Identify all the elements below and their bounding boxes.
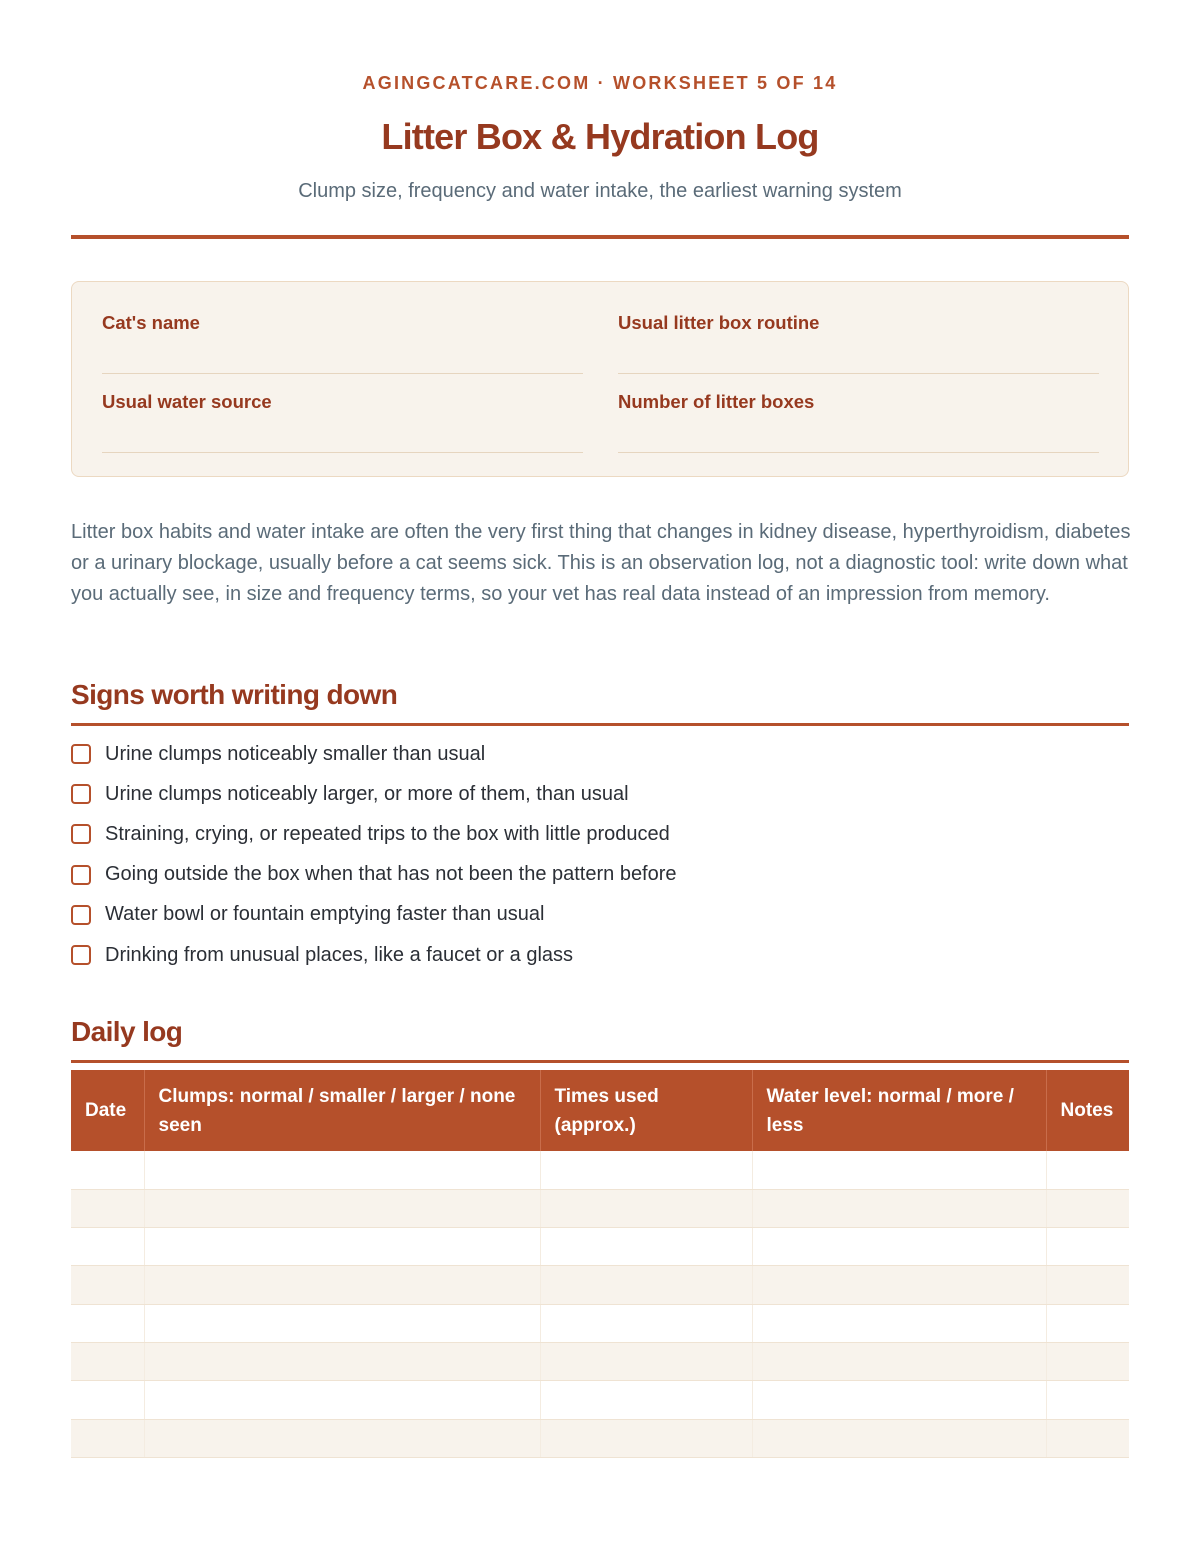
daily-log-section-title: Daily log xyxy=(71,1016,1129,1063)
column-header-date: Date xyxy=(71,1070,144,1151)
table-cell[interactable] xyxy=(1046,1151,1129,1189)
cat-info-panel xyxy=(71,281,1129,477)
checklist-item-label: Straining, crying, or repeated trips to the box with little produced xyxy=(105,822,670,845)
table-cell[interactable] xyxy=(144,1151,540,1189)
table-cell[interactable] xyxy=(540,1342,752,1380)
table-cell[interactable] xyxy=(540,1228,752,1266)
checkbox[interactable] xyxy=(71,945,91,965)
checklist-item xyxy=(71,734,1129,774)
table-cell[interactable] xyxy=(752,1189,1046,1227)
column-header-notes: Notes xyxy=(1046,1070,1129,1151)
checklist-item xyxy=(71,774,1129,814)
table-cell[interactable] xyxy=(752,1419,1046,1457)
checklist-item-label: Urine clumps noticeably smaller than usual xyxy=(105,742,486,765)
checklist-item-label: Water bowl or fountain emptying faster than usual xyxy=(105,903,545,926)
cat-name-field[interactable] xyxy=(102,312,583,374)
table-row xyxy=(71,1189,1129,1227)
num-litter-boxes-field[interactable] xyxy=(618,391,1099,453)
checklist-item xyxy=(71,855,1129,895)
num-litter-boxes-label: Number of litter boxes xyxy=(618,391,815,412)
column-header-clumps: Clumps: normal / smaller / larger / none seen xyxy=(144,1070,540,1151)
table-cell[interactable] xyxy=(752,1381,1046,1419)
water-source-label: Usual water source xyxy=(102,391,272,412)
table-cell[interactable] xyxy=(1046,1266,1129,1304)
table-cell[interactable] xyxy=(71,1266,144,1304)
table-cell[interactable] xyxy=(144,1228,540,1266)
checkbox[interactable] xyxy=(71,865,91,885)
table-row xyxy=(71,1228,1129,1266)
checkbox[interactable] xyxy=(71,905,91,925)
table-cell[interactable] xyxy=(144,1381,540,1419)
checklist-item xyxy=(71,814,1129,854)
worksheet-kicker: AGINGCATCARE.COM · WORKSHEET 5 OF 14 xyxy=(362,73,838,93)
table-cell[interactable] xyxy=(540,1189,752,1227)
page-subtitle: Clump size, frequency and water intake, the earliest warning system xyxy=(298,180,902,202)
table-row xyxy=(71,1342,1129,1380)
table-row xyxy=(71,1151,1129,1189)
table-cell[interactable] xyxy=(540,1304,752,1342)
checklist-item-label: Drinking from unusual places, like a faucet or a glass xyxy=(105,943,574,966)
intro-paragraph: Litter box habits and water intake are often the very first thing that changes in kidney disease, hyperthyroidism, diabetes or a urinary blockage, usually before a cat seems sick. This is an observation log, not a diagnostic tool: write down what you actually see, in size and frequency terms, so your vet has real data instead of an impression from memory. xyxy=(71,521,1131,605)
table-cell[interactable] xyxy=(144,1419,540,1457)
table-cell[interactable] xyxy=(752,1228,1046,1266)
table-cell[interactable] xyxy=(1046,1228,1129,1266)
header-divider xyxy=(71,235,1129,239)
litter-routine-field[interactable] xyxy=(618,312,1099,374)
checkbox[interactable] xyxy=(71,824,91,844)
table-cell[interactable] xyxy=(752,1342,1046,1380)
table-header-row xyxy=(71,1070,1129,1151)
table-cell[interactable] xyxy=(540,1266,752,1304)
table-cell[interactable] xyxy=(1046,1189,1129,1227)
table-cell[interactable] xyxy=(752,1266,1046,1304)
table-cell[interactable] xyxy=(1046,1304,1129,1342)
checkbox[interactable] xyxy=(71,784,91,804)
table-cell[interactable] xyxy=(1046,1342,1129,1380)
checkbox[interactable] xyxy=(71,744,91,764)
table-cell[interactable] xyxy=(144,1304,540,1342)
table-cell[interactable] xyxy=(71,1304,144,1342)
table-cell[interactable] xyxy=(540,1381,752,1419)
page-title: Litter Box & Hydration Log xyxy=(381,116,819,157)
daily-log-table xyxy=(71,1070,1129,1458)
checklist-item xyxy=(71,935,1129,975)
table-cell[interactable] xyxy=(71,1228,144,1266)
table-cell[interactable] xyxy=(540,1151,752,1189)
table-cell[interactable] xyxy=(752,1304,1046,1342)
table-cell[interactable] xyxy=(71,1151,144,1189)
column-header-times-used: Times used (approx.) xyxy=(540,1070,752,1151)
litter-routine-label: Usual litter box routine xyxy=(618,312,820,333)
table-cell[interactable] xyxy=(144,1342,540,1380)
table-cell[interactable] xyxy=(540,1419,752,1457)
table-row xyxy=(71,1304,1129,1342)
signs-section-title: Signs worth writing down xyxy=(71,679,1129,726)
water-source-field[interactable] xyxy=(102,391,583,453)
table-row xyxy=(71,1266,1129,1304)
column-header-water-level: Water level: normal / more / less xyxy=(752,1070,1046,1151)
checklist-item xyxy=(71,895,1129,935)
table-cell[interactable] xyxy=(1046,1381,1129,1419)
table-cell[interactable] xyxy=(71,1189,144,1227)
table-cell[interactable] xyxy=(71,1381,144,1419)
table-cell[interactable] xyxy=(144,1189,540,1227)
table-cell[interactable] xyxy=(1046,1419,1129,1457)
checklist-item-label: Urine clumps noticeably larger, or more of them, than usual xyxy=(105,782,629,805)
cat-name-label: Cat's name xyxy=(102,312,200,333)
checklist-item-label: Going outside the box when that has not been the pattern before xyxy=(105,863,677,886)
table-cell[interactable] xyxy=(71,1419,144,1457)
table-cell[interactable] xyxy=(71,1342,144,1380)
table-row xyxy=(71,1381,1129,1419)
table-row xyxy=(71,1419,1129,1457)
table-cell[interactable] xyxy=(752,1151,1046,1189)
signs-checklist xyxy=(71,734,1129,975)
table-cell[interactable] xyxy=(144,1266,540,1304)
